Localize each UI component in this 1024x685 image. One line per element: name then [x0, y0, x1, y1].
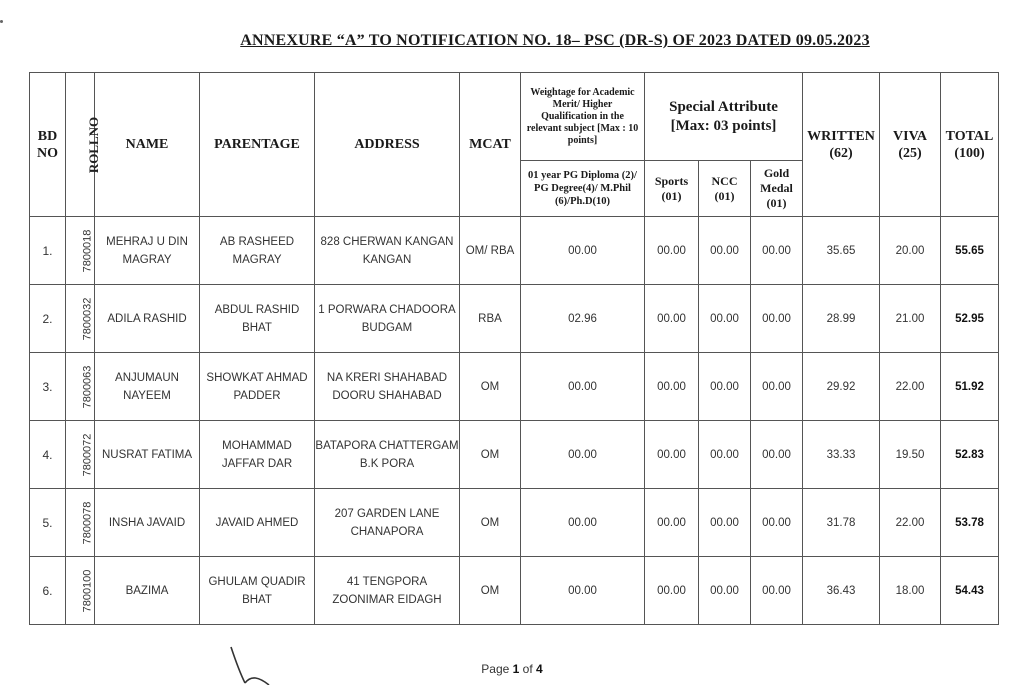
cell-gold-medal: 00.00	[751, 489, 803, 557]
footer-current-page: 1	[512, 662, 520, 676]
cell-ncc: 00.00	[699, 557, 751, 625]
cell-mcat: OM	[460, 557, 521, 625]
footer-page-word: Page	[481, 662, 510, 676]
header-row	[30, 73, 999, 161]
cell-parentage: GHULAM QUADIR BHAT	[200, 557, 315, 625]
cell-total: 55.65	[941, 217, 999, 285]
cell-viva: 19.50	[880, 421, 941, 489]
cell-parentage: SHOWKAT AHMAD PADDER	[200, 353, 315, 421]
cell-mcat: OM	[460, 421, 521, 489]
cell-weightage: 00.00	[521, 557, 645, 625]
cell-rollno	[66, 421, 95, 489]
header-address: ADDRESS	[315, 73, 460, 217]
cell-ncc: 00.00	[699, 489, 751, 557]
cell-parentage: MOHAMMAD JAFFAR DAR	[200, 421, 315, 489]
cell-ncc: 00.00	[699, 353, 751, 421]
cell-bd-no: 6.	[30, 557, 66, 625]
header-gold-medal: Gold Medal (01)	[751, 161, 803, 217]
cell-rollno-text: 7800100	[81, 569, 94, 612]
cell-written: 28.99	[803, 285, 880, 353]
cell-rollno-text: 7800032	[81, 297, 94, 340]
header-rollno	[66, 73, 102, 217]
cell-mcat: OM	[460, 489, 521, 557]
cell-weightage: 02.96	[521, 285, 645, 353]
cell-mcat: OM/ RBA	[460, 217, 521, 285]
cell-written: 33.33	[803, 421, 880, 489]
table-row	[30, 285, 999, 353]
cell-total: 53.78	[941, 489, 999, 557]
cell-bd-no: 3.	[30, 353, 66, 421]
cell-total: 51.92	[941, 353, 999, 421]
header-written: WRITTEN (62)	[803, 73, 880, 217]
page-footer	[0, 662, 1024, 676]
cell-name: ANJUMAUN NAYEEM	[95, 353, 200, 421]
cell-gold-medal: 00.00	[751, 217, 803, 285]
cell-sports: 00.00	[645, 217, 699, 285]
cell-address: BATAPORA CHATTERGAM B.K PORA	[315, 421, 460, 489]
cell-bd-no: 5.	[30, 489, 66, 557]
cell-sports: 00.00	[645, 285, 699, 353]
cell-address: 1 PORWARA CHADOORA BUDGAM	[315, 285, 460, 353]
cell-viva: 21.00	[880, 285, 941, 353]
cell-name: INSHA JAVAID	[95, 489, 200, 557]
table-row	[30, 421, 999, 489]
cell-rollno	[66, 217, 95, 285]
cell-weightage: 00.00	[521, 217, 645, 285]
cell-gold-medal: 00.00	[751, 557, 803, 625]
cell-parentage: ABDUL RASHID BHAT	[200, 285, 315, 353]
cell-address: 41 TENGPORA ZOONIMAR EIDAGH	[315, 557, 460, 625]
cell-parentage: JAVAID AHMED	[200, 489, 315, 557]
table-row	[30, 489, 999, 557]
cell-address: 207 GARDEN LANE CHANAPORA	[315, 489, 460, 557]
header-sports: Sports (01)	[645, 161, 699, 217]
cell-gold-medal: 00.00	[751, 353, 803, 421]
cell-ncc: 00.00	[699, 285, 751, 353]
header-weightage-sub: 01 year PG Diploma (2)/ PG Degree(4)/ M.Phil (6)/Ph.D(10)	[521, 161, 645, 217]
cell-viva: 18.00	[880, 557, 941, 625]
footer-total-pages: 4	[536, 662, 543, 676]
header-parentage: PARENTAGE	[200, 73, 315, 217]
cell-sports: 00.00	[645, 489, 699, 557]
cell-name: ADILA RASHID	[95, 285, 200, 353]
table-row	[30, 557, 999, 625]
cell-sports: 00.00	[645, 421, 699, 489]
cell-gold-medal: 00.00	[751, 285, 803, 353]
cell-gold-medal: 00.00	[751, 421, 803, 489]
cell-address: 828 CHERWAN KANGAN KANGAN	[315, 217, 460, 285]
cell-total: 54.43	[941, 557, 999, 625]
cell-rollno	[66, 285, 95, 353]
cell-rollno	[66, 353, 95, 421]
cell-viva: 22.00	[880, 353, 941, 421]
page-title: ANNEXURE “A” TO NOTIFICATION NO. 18– PSC (DR-S) OF 2023 DATED 09.05.2023	[240, 32, 870, 49]
cell-bd-no: 1.	[30, 217, 66, 285]
cell-total: 52.95	[941, 285, 999, 353]
header-special-attribute: Special Attribute [Max: 03 points]	[645, 73, 803, 161]
cell-address: NA KRERI SHAHABAD DOORU SHAHABAD	[315, 353, 460, 421]
cell-rollno	[66, 557, 95, 625]
cell-total: 52.83	[941, 421, 999, 489]
cell-rollno-text: 7800063	[81, 365, 94, 408]
merit-table	[29, 72, 999, 625]
header-mcat: MCAT	[460, 73, 521, 217]
cell-mcat: OM	[460, 353, 521, 421]
header-viva: VIVA (25)	[880, 73, 941, 217]
header-bd-no: BD NO	[30, 73, 66, 217]
cell-ncc: 00.00	[699, 421, 751, 489]
cell-written: 31.78	[803, 489, 880, 557]
table-row	[30, 217, 999, 285]
cell-rollno-text: 7800018	[81, 229, 94, 272]
cell-bd-no: 2.	[30, 285, 66, 353]
footer-of-word: of	[522, 662, 533, 676]
cell-written: 29.92	[803, 353, 880, 421]
cell-written: 36.43	[803, 557, 880, 625]
cell-parentage: AB RASHEED MAGRAY	[200, 217, 315, 285]
cell-sports: 00.00	[645, 557, 699, 625]
cell-name: MEHRAJ U DIN MAGRAY	[95, 217, 200, 285]
cell-mcat: RBA	[460, 285, 521, 353]
cell-sports: 00.00	[645, 353, 699, 421]
cell-weightage: 00.00	[521, 421, 645, 489]
header-ncc: NCC (01)	[699, 161, 751, 217]
header-weightage: Weightage for Academic Merit/ Higher Qualification in the relevant subject [Max : 10 points]	[521, 73, 645, 161]
cell-name: NUSRAT FATIMA	[95, 421, 200, 489]
punch-hole-mark	[0, 20, 3, 23]
cell-written: 35.65	[803, 217, 880, 285]
cell-rollno-text: 7800078	[81, 501, 94, 544]
cell-viva: 22.00	[880, 489, 941, 557]
cell-weightage: 00.00	[521, 353, 645, 421]
cell-viva: 20.00	[880, 217, 941, 285]
cell-ncc: 00.00	[699, 217, 751, 285]
cell-bd-no: 4.	[30, 421, 66, 489]
header-total: TOTAL (100)	[941, 73, 999, 217]
cell-weightage: 00.00	[521, 489, 645, 557]
cell-name: BAZIMA	[95, 557, 200, 625]
header-rollno-text: ROLLNO	[86, 116, 102, 173]
table-row	[30, 353, 999, 421]
cell-rollno-text: 7800072	[81, 433, 94, 476]
cell-rollno	[66, 489, 95, 557]
header-name: NAME	[95, 73, 200, 217]
